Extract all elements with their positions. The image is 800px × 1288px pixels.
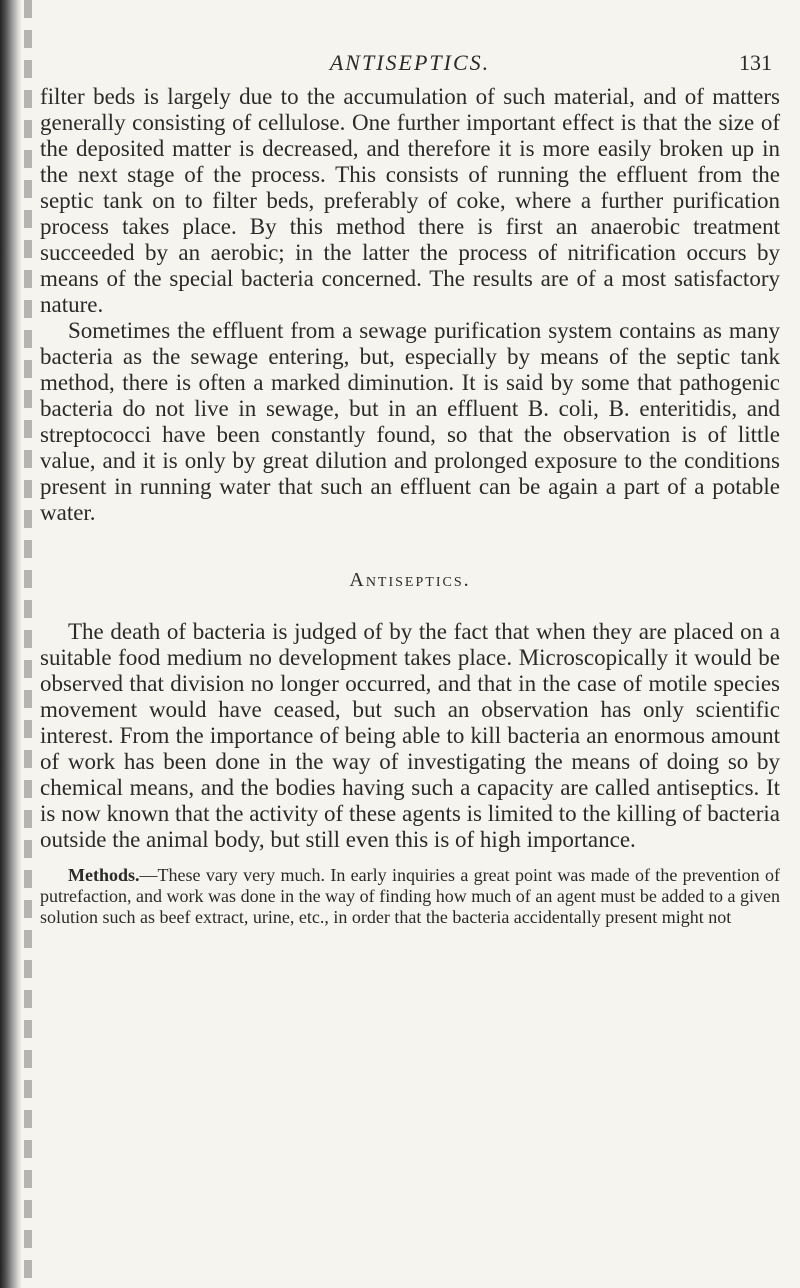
methods-text: —These vary very much. In early inquiries a great point was made of the prevention of putrefaction, and work was done in the way of finding how much of an agent must be added to a given solution such as beef extract, urine, etc., in order that the bacteria accidentally present might not (40, 865, 780, 927)
running-head (40, 0, 780, 75)
paragraph-filter-beds: filter beds is largely due to the accumulation of such material, and of matters generally consisting of cellulose. One further important effect is that the size of the deposited matter is decreased, and therefore it is more easily broken up in the next stage of the process. This consists of running the effluent from the septic tank on to filter beds, preferably of coke, where a further purification process takes place. By this method there is first an anaerobic treatment succeeded by an aerobic; in the latter the process of nitrification occurs by means of the special bacteria concerned. The results are of a most satisfactory nature. (40, 84, 780, 317)
methods-run-in-heading: Methods. (68, 865, 140, 885)
body-text (40, 84, 780, 928)
paragraph-methods (40, 865, 780, 928)
paragraph-effluent: Sometimes the effluent from a sewage purification system contains as many bacteria as the sewage entering, but, especially by means of the septic tank method, there is often a marked diminution. It is said by some that pathogenic bacteria do not live in sewage, but in an effluent B. coli, B. enteritidis, and streptococci have been constantly found, so that the observation is of little value, and it is only by great dilution and prolonged exposure to the conditions present in running water that such an effluent can be again a part of a potable water. (40, 318, 780, 525)
book-page (40, 0, 780, 927)
section-heading: Antiseptics. (349, 569, 471, 591)
running-title: ANTISEPTICS. (329, 50, 491, 75)
page-gutter (24, 0, 32, 1288)
paragraph-death-of-bacteria: The death of bacteria is judged of by the fact that when they are placed on a suitable food medium no development takes place. Microscopically it would be observed that division no longer occurred, and that in the case of motile species movement would have ceased, but such an observation has only scientific interest. From the importance of being able to kill bacteria an enormous amount of work has been done in the way of investigating the means of doing so by chemical means, and the bodies having such a capacity are called antiseptics. It is now known that the activity of these agents is limited to the killing of bacteria outside the animal body, but still even this is of high importance. (40, 619, 780, 852)
page-number: 131 (739, 50, 772, 75)
page-binding-shadow (0, 0, 22, 1288)
